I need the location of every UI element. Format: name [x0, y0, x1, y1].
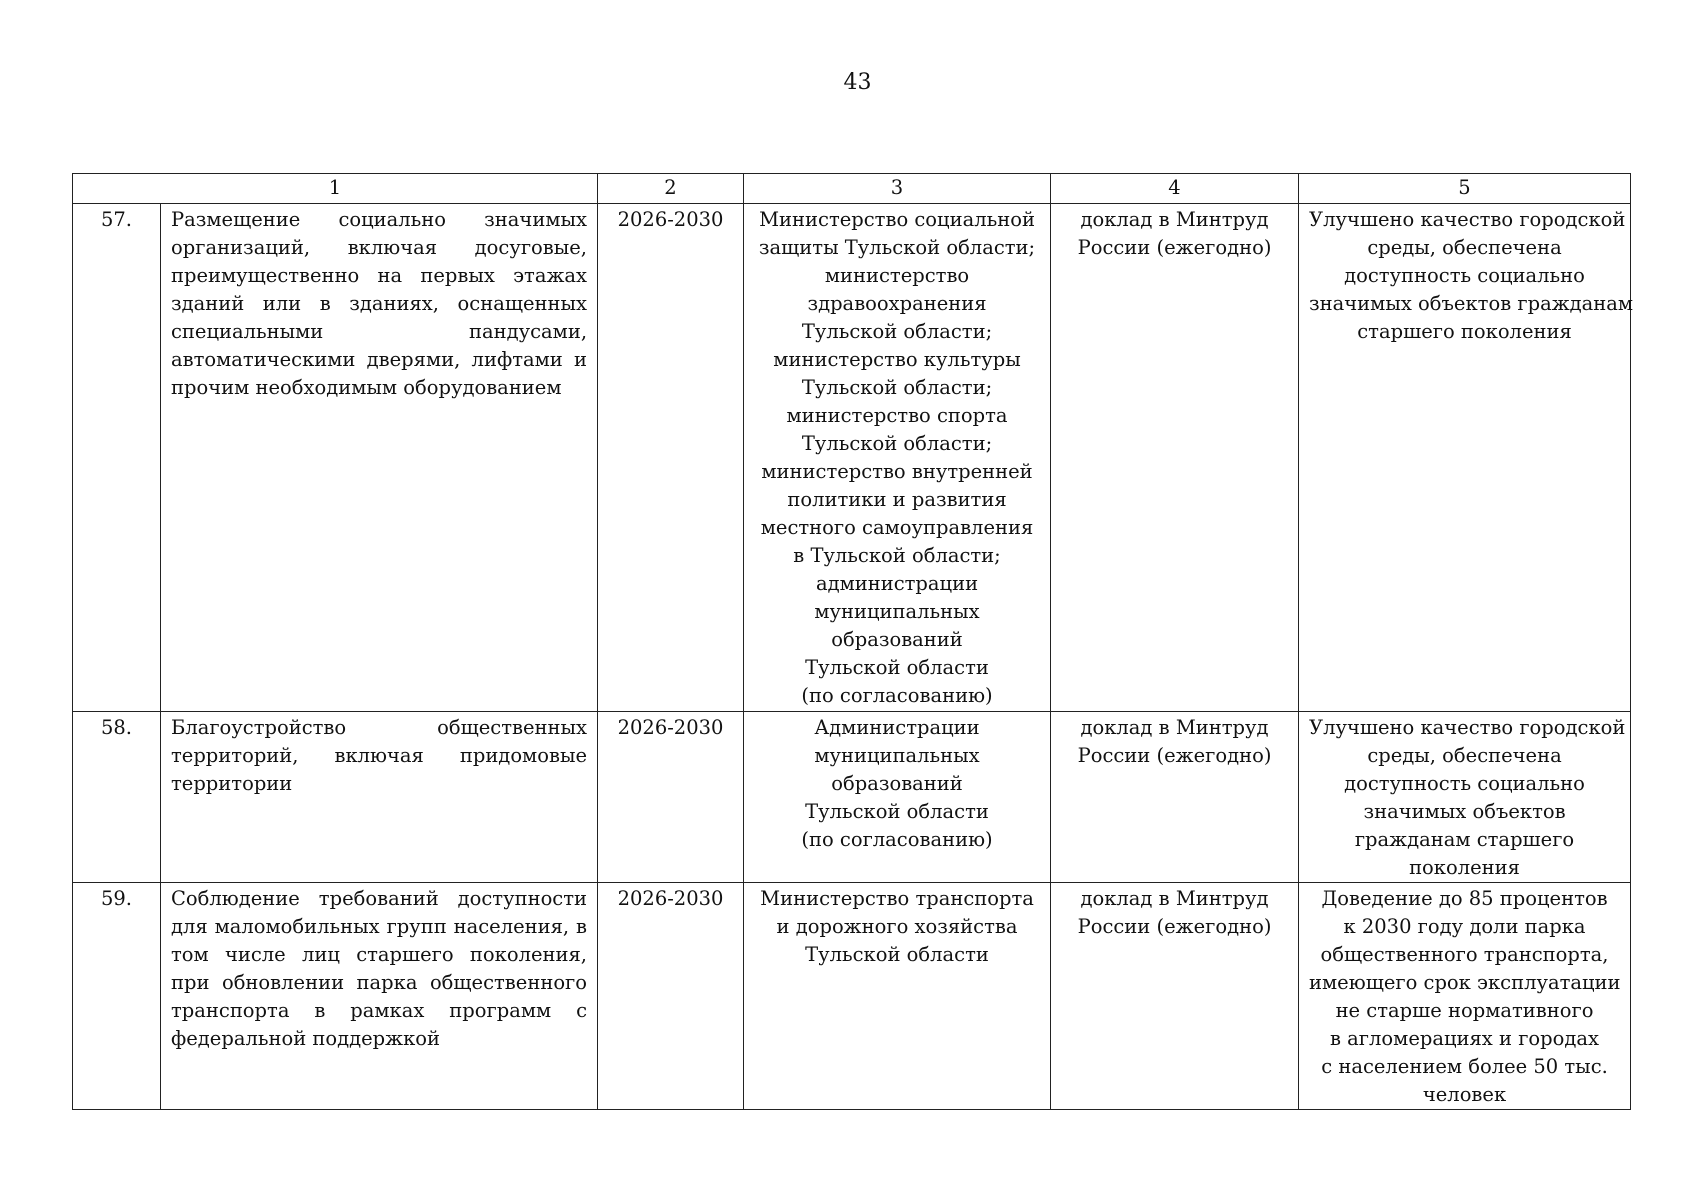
text-line: доступность социально — [1344, 264, 1585, 287]
text-line: доклад в Минтруд — [1080, 208, 1269, 231]
expected-result — [1299, 883, 1631, 1110]
text-line: к 2030 году доли парка — [1343, 915, 1586, 938]
header-col-2: 2 — [598, 174, 744, 204]
text-line: образований — [831, 628, 963, 651]
text-line: администрации — [815, 572, 979, 595]
text-line: местного самоуправления — [760, 516, 1034, 539]
period: 2026-2030 — [598, 712, 744, 883]
text-line: имеющего срок эксплуатации — [1309, 971, 1621, 994]
text-line: доклад в Минтруд — [1080, 887, 1269, 910]
text-line: министерство культуры — [773, 348, 1021, 371]
row-number: 58. — [73, 712, 161, 883]
text-line: общественного транспорта, — [1320, 943, 1609, 966]
text-line: России (ежегодно) — [1077, 236, 1272, 259]
text-line: здравоохранения — [807, 292, 987, 315]
text-line: защиты Тульской области; — [758, 236, 1036, 259]
text-line: значимых объектов гражданам — [1309, 292, 1634, 315]
period: 2026-2030 — [598, 883, 744, 1110]
text-line: старшего поколения — [1357, 320, 1572, 343]
expected-result — [1299, 712, 1631, 883]
header-col-4: 4 — [1051, 174, 1299, 204]
text-line: (по согласованию) — [801, 828, 993, 851]
text-line: человек — [1422, 1083, 1507, 1106]
text-line: доступность социально — [1344, 772, 1585, 795]
period: 2026-2030 — [598, 204, 744, 712]
text-line: Министерство транспорта — [760, 887, 1034, 910]
text-line: Администрации — [814, 716, 980, 739]
event-description: Соблюдение требований доступности для маломобильных групп населения, в том числе лиц старшего поколения, при обновлении парка общественного транспорта в рамках программ с федеральной поддержкой — [161, 883, 598, 1110]
text-line: с населением более 50 тыс. — [1321, 1055, 1608, 1078]
header-col-1: 1 — [73, 174, 598, 204]
report-form — [1051, 712, 1299, 883]
text-line: Министерство социальной — [759, 208, 1035, 231]
text-line: Тульской области; — [801, 376, 993, 399]
executors — [744, 883, 1051, 1110]
table-header-row — [73, 174, 1631, 204]
text-line: России (ежегодно) — [1077, 915, 1272, 938]
text-line: Улучшено качество городской — [1309, 716, 1626, 739]
text-line: Тульской области; — [801, 320, 993, 343]
event-description: Благоустройство общественных территорий, включая придомовые территории — [161, 712, 598, 883]
text-line: гражданам старшего — [1354, 828, 1575, 851]
text-line: не старше нормативного — [1335, 999, 1594, 1022]
text-line: России (ежегодно) — [1077, 744, 1272, 767]
table-row — [73, 712, 1631, 883]
text-line: среды, обеспечена — [1367, 236, 1562, 259]
report-form — [1051, 204, 1299, 712]
table-row — [73, 883, 1631, 1110]
text-line: муниципальных — [814, 744, 980, 767]
text-line: в агломерациях и городах — [1330, 1027, 1600, 1050]
text-line: Тульской области — [805, 800, 989, 823]
text-line: министерство внутренней — [761, 460, 1033, 483]
row-number: 57. — [73, 204, 161, 712]
text-line: Доведение до 85 процентов — [1321, 887, 1608, 910]
text-line: Улучшено качество городской — [1309, 208, 1626, 231]
report-form — [1051, 883, 1299, 1110]
event-description: Размещение социально значимых организаций, включая досуговые, преимущественно на первых этажах зданий или в зданиях, оснащенных специальными пандусами, автоматическими дверями, лифтами и прочим необходимым оборудованием — [161, 204, 598, 712]
table-row — [73, 204, 1631, 712]
text-line: министерство спорта — [786, 404, 1008, 427]
text-line: муниципальных — [814, 600, 980, 623]
text-line: значимых объектов — [1363, 800, 1566, 823]
text-line: поколения — [1409, 856, 1520, 879]
row-number: 59. — [73, 883, 161, 1110]
executors — [744, 204, 1051, 712]
text-line: министерство — [824, 264, 970, 287]
header-col-3: 3 — [744, 174, 1051, 204]
text-line: Тульской области; — [801, 432, 993, 455]
text-line: политики и развития — [787, 488, 1007, 511]
text-line: Тульской области — [805, 656, 989, 679]
executors — [744, 712, 1051, 883]
text-line: среды, обеспечена — [1367, 744, 1562, 767]
text-line: в Тульской области; — [793, 544, 1001, 567]
header-col-5: 5 — [1299, 174, 1631, 204]
expected-result — [1299, 204, 1634, 712]
plan-table — [72, 173, 1634, 1110]
text-line: Тульской области — [805, 943, 989, 966]
text-line: (по согласованию) — [801, 684, 993, 707]
text-line: и дорожного хозяйства — [776, 915, 1018, 938]
text-line: образований — [831, 772, 963, 795]
page-number: 43 — [843, 70, 872, 95]
text-line: доклад в Минтруд — [1080, 716, 1269, 739]
